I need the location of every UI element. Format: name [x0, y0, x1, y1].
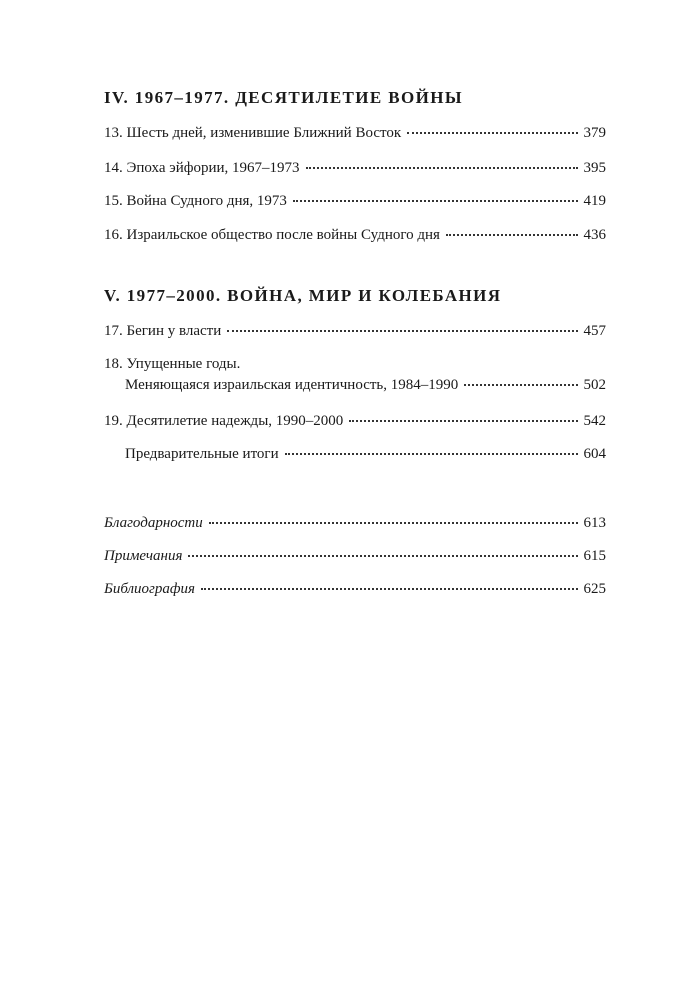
part-5-title: V. 1977–2000. ВОЙНА, МИР И КОЛЕБАНИЯ [104, 286, 502, 305]
entry-page-number: 457 [583, 323, 606, 339]
entry-label: 16. Израильское общество после войны Судного дня [104, 227, 440, 243]
toc-entry-bibliography[interactable] [104, 580, 606, 598]
entry-page-number: 395 [583, 160, 606, 176]
entry-page-number: 436 [583, 227, 606, 243]
toc-entry-16[interactable] [104, 226, 606, 244]
toc-entry-preliminary-results[interactable] [104, 445, 606, 463]
toc-entry-14[interactable] [104, 159, 606, 177]
entry-page-number: 419 [583, 193, 606, 209]
entry-label: Библиография [104, 581, 196, 597]
entry-label: Предварительные итоги [125, 446, 279, 462]
dot-leader [464, 384, 577, 386]
entry-page-number: 615 [583, 548, 606, 564]
entry-label: 13. Шесть дней, изменившие Ближний Восток [104, 125, 402, 141]
dot-leader [285, 453, 578, 455]
toc-entry-acknowledgements[interactable] [104, 514, 606, 532]
dot-leader [349, 420, 577, 422]
toc-entry-15[interactable] [104, 192, 606, 210]
entry-label: Примечания [104, 548, 183, 564]
dot-leader [407, 132, 577, 134]
dot-leader [293, 200, 578, 202]
entry-page-number: 502 [583, 377, 606, 393]
toc-entry-18[interactable] [104, 355, 606, 394]
entry-label: 17. Бегин у власти [104, 323, 222, 339]
dot-leader [446, 234, 578, 236]
entry-label: Меняющаяся израильская идентичность, 1984–1990 [125, 377, 459, 393]
toc-entry-notes[interactable] [104, 547, 606, 565]
dot-leader [227, 330, 577, 332]
dot-leader [209, 522, 578, 524]
entry-page-number: 625 [583, 581, 606, 597]
entry-label: 14. Эпоха эйфории, 1967–1973 [104, 160, 300, 176]
entry-label: Благодарности [104, 515, 203, 531]
toc-entry-17[interactable] [104, 322, 606, 340]
entry-page-number: 379 [583, 125, 606, 141]
entry-label: 19. Десятилетие надежды, 1990–2000 [104, 413, 344, 429]
dot-leader [188, 555, 577, 557]
toc-entry-13[interactable] [104, 124, 606, 142]
dot-leader [306, 167, 578, 169]
dot-leader [201, 588, 577, 590]
toc-entry-19[interactable] [104, 412, 606, 430]
entry-page-number: 542 [583, 413, 606, 429]
entry-label-line1: 18. Упущенные годы. [104, 356, 241, 372]
part-4-title: IV. 1967–1977. ДЕСЯТИЛЕТИЕ ВОЙНЫ [104, 88, 464, 107]
entry-label: 15. Война Судного дня, 1973 [104, 193, 287, 209]
entry-page-number: 613 [583, 515, 606, 531]
entry-page-number: 604 [583, 446, 606, 462]
